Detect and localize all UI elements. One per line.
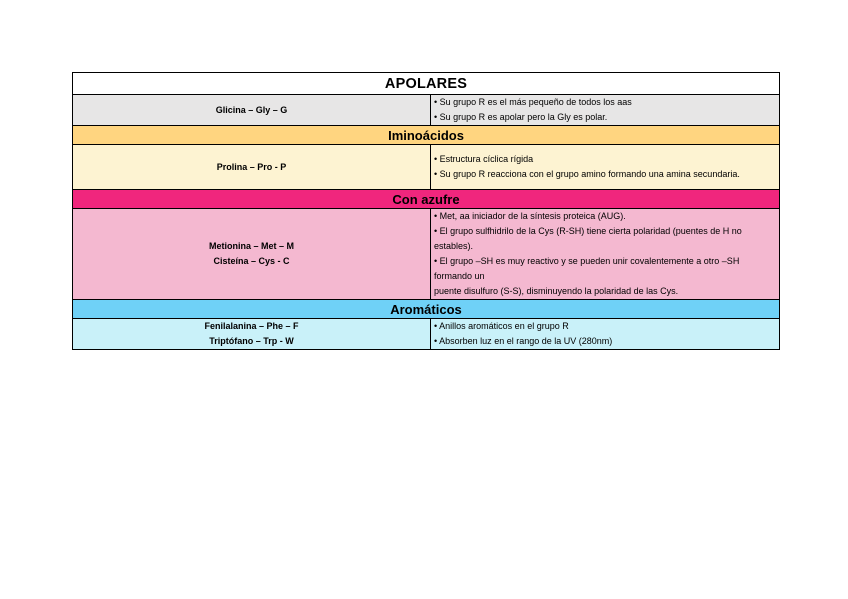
amino-description-cell bbox=[431, 145, 780, 190]
section-header-row bbox=[73, 190, 780, 209]
amino-name: Metionina – Met – M bbox=[208, 241, 294, 251]
section-header-con-azufre: Con azufre bbox=[73, 190, 780, 209]
section-header-aromaticos: Aromáticos bbox=[73, 300, 780, 319]
description-line: puente disulfuro (S-S), disminuyendo la polaridad de las Cys. bbox=[434, 286, 679, 296]
description-line: • Met, aa iniciador de la síntesis proteica (AUG). bbox=[434, 211, 626, 221]
section-header-iminoacidos: Iminoácidos bbox=[73, 126, 780, 145]
table-row bbox=[73, 209, 780, 300]
amino-name-cell bbox=[73, 209, 431, 300]
amino-name: Triptófano – Trp - W bbox=[209, 336, 294, 346]
amino-description-cell bbox=[431, 95, 780, 126]
amino-name: Prolina – Pro - P bbox=[216, 161, 287, 172]
amino-name: Cisteína – Cys - C bbox=[213, 256, 290, 266]
amino-name: Glicina – Gly – G bbox=[215, 104, 288, 115]
description-line: • Su grupo R reacciona con el grupo amino formando una amina secundaria. bbox=[434, 169, 740, 179]
amino-description-cell bbox=[431, 319, 780, 350]
table-row bbox=[73, 145, 780, 190]
description-line: • El grupo sulfhidrilo de la Cys (R-SH) tiene cierta polaridad (puentes de H no estables). bbox=[434, 226, 742, 251]
description-line: • Absorben luz en el rango de la UV (280nm) bbox=[434, 336, 613, 346]
amino-name-cell bbox=[73, 95, 431, 126]
table-title-row bbox=[73, 73, 780, 95]
table-row bbox=[73, 319, 780, 350]
description-line: • Su grupo R es apolar pero la Gly es polar. bbox=[434, 112, 608, 122]
amino-acid-table bbox=[72, 72, 780, 350]
description-line: • El grupo –SH es muy reactivo y se pueden unir covalentemente a otro –SH formando un bbox=[434, 256, 740, 281]
description-line: • Anillos aromáticos en el grupo R bbox=[434, 321, 569, 331]
amino-name-cell bbox=[73, 145, 431, 190]
description-line: • Estructura cíclica rígida bbox=[434, 154, 534, 164]
table-title: APOLARES bbox=[73, 73, 780, 95]
amino-name-cell bbox=[73, 319, 431, 350]
amino-name: Fenilalanina – Phe – F bbox=[204, 321, 299, 331]
section-header-row bbox=[73, 126, 780, 145]
description-line: • Su grupo R es el más pequeño de todos los aas bbox=[434, 97, 632, 107]
amino-description-cell bbox=[431, 209, 780, 300]
table-row bbox=[73, 95, 780, 126]
section-header-row bbox=[73, 300, 780, 319]
